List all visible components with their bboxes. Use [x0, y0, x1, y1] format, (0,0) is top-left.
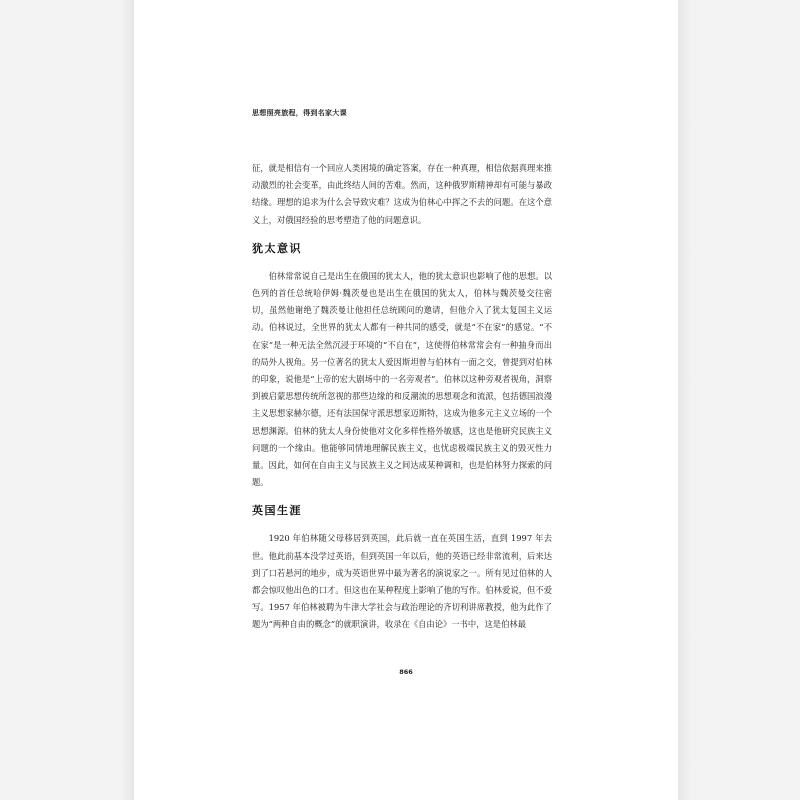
book-page [134, 0, 678, 800]
paragraph-continuation: 征，就是相信有一个回应人类困境的确定答案，存在一种真理，相信依据真理来推动激烈的社会变革，由此终结人间的苦难。然而，这种俄罗斯精神却有可能与暴政结缘。理想的追求为什么会导致灾难？这成为伯林心中挥之不去的问题。在这个意义上，对俄国经验的思考塑造了他的问题意识。 [252, 163, 552, 225]
running-header: 思想照亮旅程，得到名家大课 [252, 109, 347, 117]
paragraph-british-career: 1920 年伯林随父母移居到英国，此后就一直在英国生活，直到 1997 年去世。他此前基本没学过英语，但到英国一年以后，他的英语已经非常流利，后来达到了口若悬河的地步，成为英语世界中最为著名的演说家之一。所有见过伯林的人都会惊叹他出色的口才。但这也在某种程度上影响了他的写作。伯林爱说，但不爱写。1957 年伯林被聘为牛津大学社会与政治理论的齐切利讲席教授，他为此作了题为“两种自由的概念”的就职演讲，收录在《自由论》一书中，这是伯林最 [252, 533, 552, 630]
section-heading-british-career: 英国生涯 [252, 504, 302, 518]
page-shadow-right [678, 0, 692, 800]
page-number: 866 [399, 668, 413, 676]
page-content [252, 160, 552, 634]
section-heading-jewish-identity: 犹太意识 [252, 241, 302, 255]
page-shadow-left [120, 0, 134, 800]
paragraph-jewish-identity: 伯林常常说自己是出生在俄国的犹太人，他的犹太意识也影响了他的思想。以色列的首任总统哈伊姆·魏茨曼也是出生在俄国的犹太人，伯林与魏茨曼交往密切，虽然他谢绝了魏茨曼让他担任总统顾问的邀请，但他介入了犹太复国主义运动。伯林说过，全世界的犹太人都有一种共同的感受，就是“不在家”的感觉。“不在家”是一种无法全然沉浸于环境的“不自在”，这使得伯林常常会有一种抽身而出的局外人视角。另一位著名的犹太人爱因斯坦曾与伯林有一面之交，曾提到对伯林的印象，说他是“上帝的宏大剧场中的一名旁观者”。伯林以这种旁观者视角，洞察到被启蒙思想传统所忽视的那些边缘的和反潮流的思想观念和流派，包括德国浪漫主义思想家赫尔德，还有法国保守派思想家迈斯特，这成为他多元主义立场的一个思想渊源。伯林的犹太人身份使他对文化多样性格外敏感，这也是他研究民族主义问题的一个缘由。他能够同情地理解民族主义，也忧虑极端民族主义的毁灭性力量。因此，如何在自由主义与民族主义之间达成某种调和，也是伯林努力探索的问题。 [252, 270, 552, 488]
